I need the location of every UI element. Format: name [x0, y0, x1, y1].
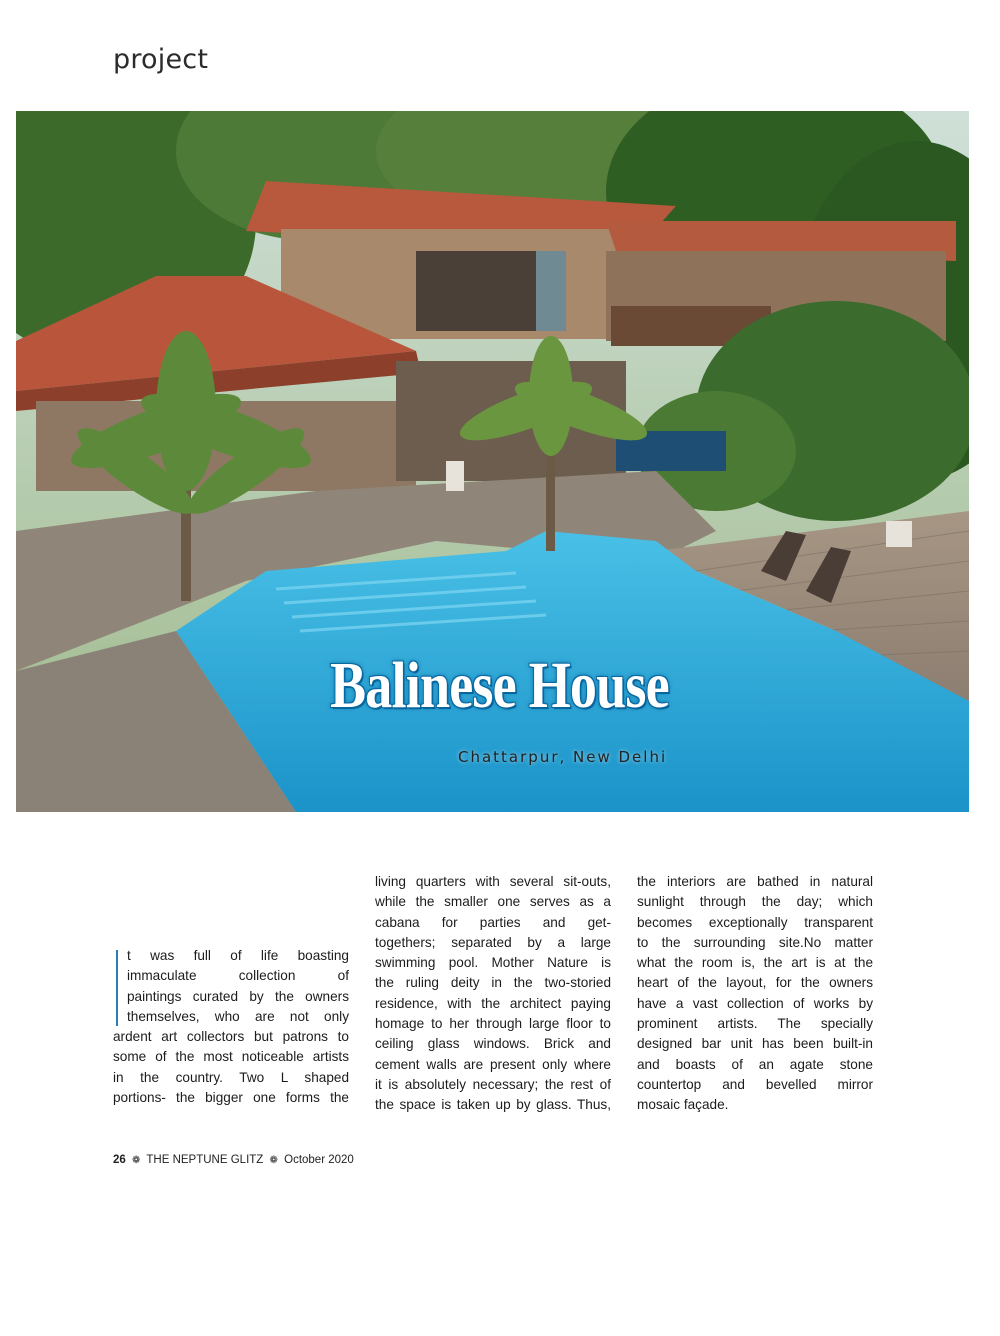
text-line: living quarters with several sit-outs, — [375, 874, 611, 889]
section-label: project — [113, 44, 209, 75]
text-line: immaculate collection of — [127, 968, 349, 984]
article-column-3 — [637, 872, 873, 1116]
text-line: it is absolutely necessary; the rest of — [375, 1076, 611, 1092]
text-line: heart of the layout, for the owners — [637, 975, 873, 991]
text-line: sunlight through the day; which — [637, 894, 873, 910]
separator-icon: ❁ — [132, 1155, 141, 1166]
text-line: in the country. Two L shaped — [113, 1069, 349, 1085]
text-line: mosaic façade. — [637, 1097, 729, 1113]
separator-icon: ❁ — [269, 1155, 278, 1166]
text-line: themselves, who are not only — [127, 1008, 349, 1024]
text-line: ceiling glass windows. Brick and — [375, 1036, 611, 1052]
text-line: swimming pool. Mother Nature is — [375, 955, 611, 971]
article-title: Balinese House — [330, 649, 669, 722]
text-line: countertop and bevelled mirror — [637, 1076, 873, 1092]
text-line: designed bar unit has been built-in — [637, 1036, 873, 1052]
publication-name: THE NEPTUNE GLITZ — [146, 1154, 264, 1166]
page-footer — [113, 1154, 354, 1166]
text-line: cement walls are present only where — [375, 1056, 611, 1072]
text-line: ardent art collectors but patrons to — [113, 1029, 349, 1045]
article-column-1 — [113, 946, 349, 1108]
text-line: the space is taken up by glass. Thus, — [375, 1097, 611, 1113]
text-line: to the surrounding site.No matter — [637, 934, 873, 950]
text-line: some of the most noticeable artists — [113, 1049, 349, 1065]
text-line: what the room is, the art is at the — [637, 955, 873, 971]
text-line: portions- the bigger one forms the — [113, 1090, 349, 1106]
text-line: cabana for parties and get- — [375, 914, 611, 930]
article-subtitle: Chattarpur, New Delhi — [458, 748, 668, 766]
text-line: paintings curated by the owners — [127, 988, 349, 1004]
text-line: becomes exceptionally transparent — [637, 914, 873, 930]
issue-date: October 2020 — [284, 1154, 354, 1166]
text-line: have a vast collection of works by — [637, 995, 873, 1011]
text-line: togethers; separated by a large — [375, 934, 611, 950]
page-number: 26 — [113, 1154, 126, 1166]
text-line: while the smaller one serves as a — [375, 894, 611, 910]
text-line: residence, with the architect paying — [375, 995, 611, 1011]
text-line: and boasts of an agate stone — [637, 1056, 873, 1072]
text-line: prominent artists. The specially — [637, 1016, 873, 1032]
text-line: t was full of life boasting — [127, 948, 349, 963]
article-column-2 — [375, 872, 611, 1116]
text-line: the interiors are bathed in natural — [637, 874, 873, 889]
text-line: the ruling deity in the two-storied — [375, 975, 611, 991]
text-line: homage to her through large floor to — [375, 1016, 611, 1032]
